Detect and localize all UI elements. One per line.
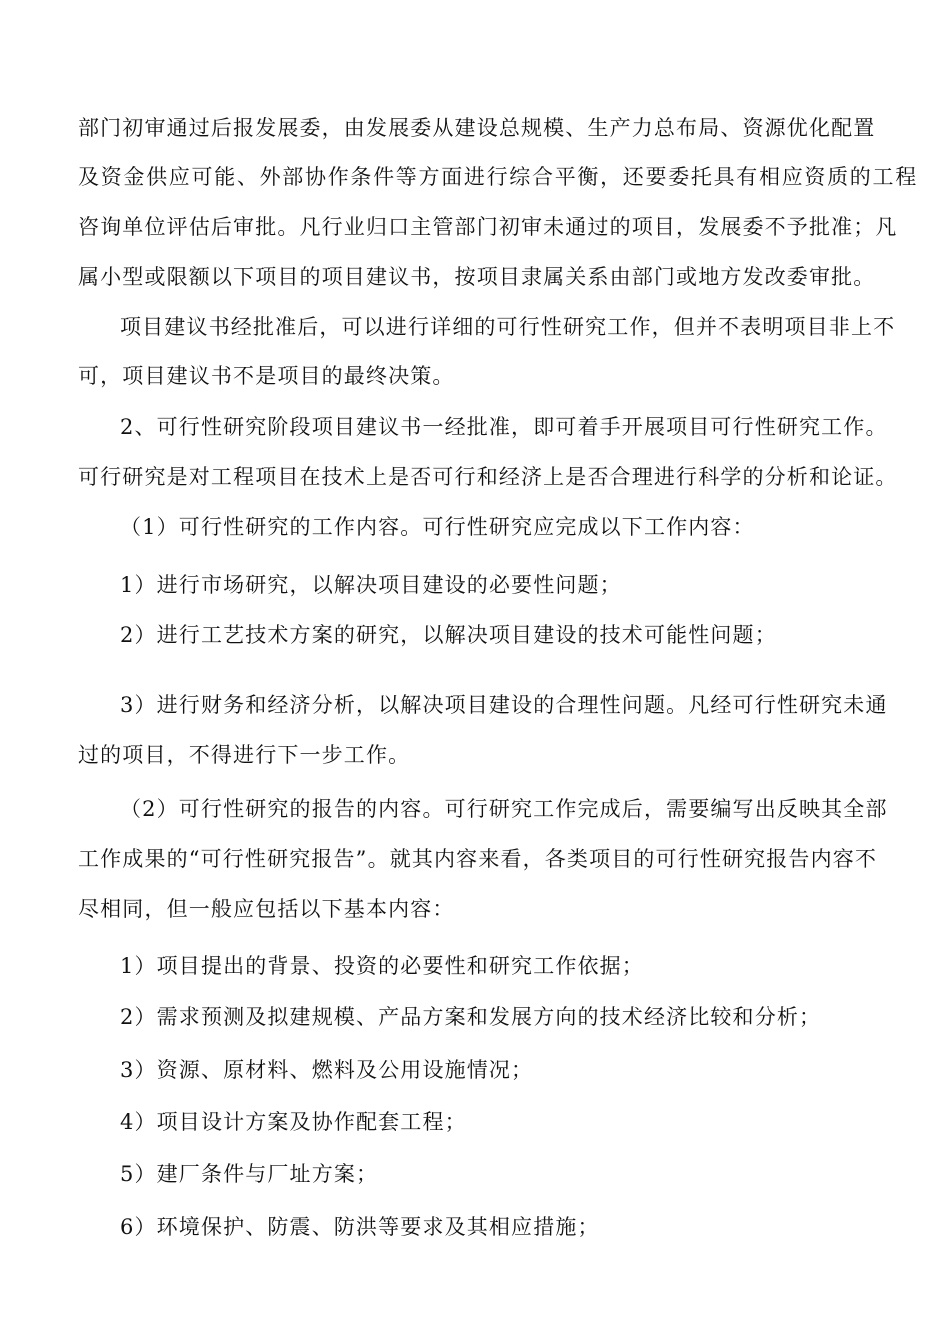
paragraph-line: 咨询单位评估后审批。凡行业归口主管部门初审未通过的项目，发展委不予批准；凡 [78,215,898,239]
paragraph-line: 可行研究是对工程项目在技术上是否可行和经济上是否合理进行科学的分析和论证。 [78,465,898,489]
list-item: 2）需求预测及拟建规模、产品方案和发展方向的技术经济比较和分析； [120,1005,822,1029]
list-item: 1）项目提出的背景、投资的必要性和研究工作依据； [120,954,644,978]
list-item: 6）环境保护、防震、防洪等要求及其相应措施； [120,1215,600,1239]
list-item: 4）项目设计方案及协作配套工程； [120,1110,467,1134]
list-item: 3）进行财务和经济分析，以解决项目建设的合理性问题。凡经可行性研究未通 [120,693,888,717]
paragraph-line: 可，项目建议书不是项目的最终决策。 [78,364,455,388]
paragraph-line: 部门初审通过后报发展委，由发展委从建设总规模、生产力总布局、资源优化配置 [78,116,876,140]
paragraph-line: 尽相同，但一般应包括以下基本内容： [78,897,455,921]
list-item: 3）资源、原材料、燃料及公用设施情况； [120,1058,534,1082]
list-item: 5）建厂条件与厂址方案； [120,1162,379,1186]
paragraph-line: 工作成果的“可行性研究报告”。就其内容来看，各类项目的可行性研究报告内容不 [78,847,878,871]
list-item: 1）进行市场研究，以解决项目建设的必要性问题； [120,573,622,597]
paragraph-line: 过的项目，不得进行下一步工作。 [78,743,411,767]
section-heading-line: 2、可行性研究阶段项目建议书一经批准，即可着手开展项目可行性研究工作。 [120,415,888,439]
subsection-heading-line: （2）可行性研究的报告的内容。可行研究工作完成后，需要编写出反映其全部 [120,797,888,821]
paragraph-line: 项目建议书经批准后，可以进行详细的可行性研究工作，但并不表明项目非上不 [120,315,896,339]
paragraph-line: 属小型或限额以下项目的项目建议书，按项目隶属关系由部门或地方发改委审批。 [78,265,876,289]
paragraph-line: 及资金供应可能、外部协作条件等方面进行综合平衡，还要委托具有相应资质的工程 [78,165,918,189]
list-item: 2）进行工艺技术方案的研究，以解决项目建设的技术可能性问题； [120,623,777,647]
subsection-heading-line: （1）可行性研究的工作内容。可行性研究应完成以下工作内容： [120,515,755,539]
